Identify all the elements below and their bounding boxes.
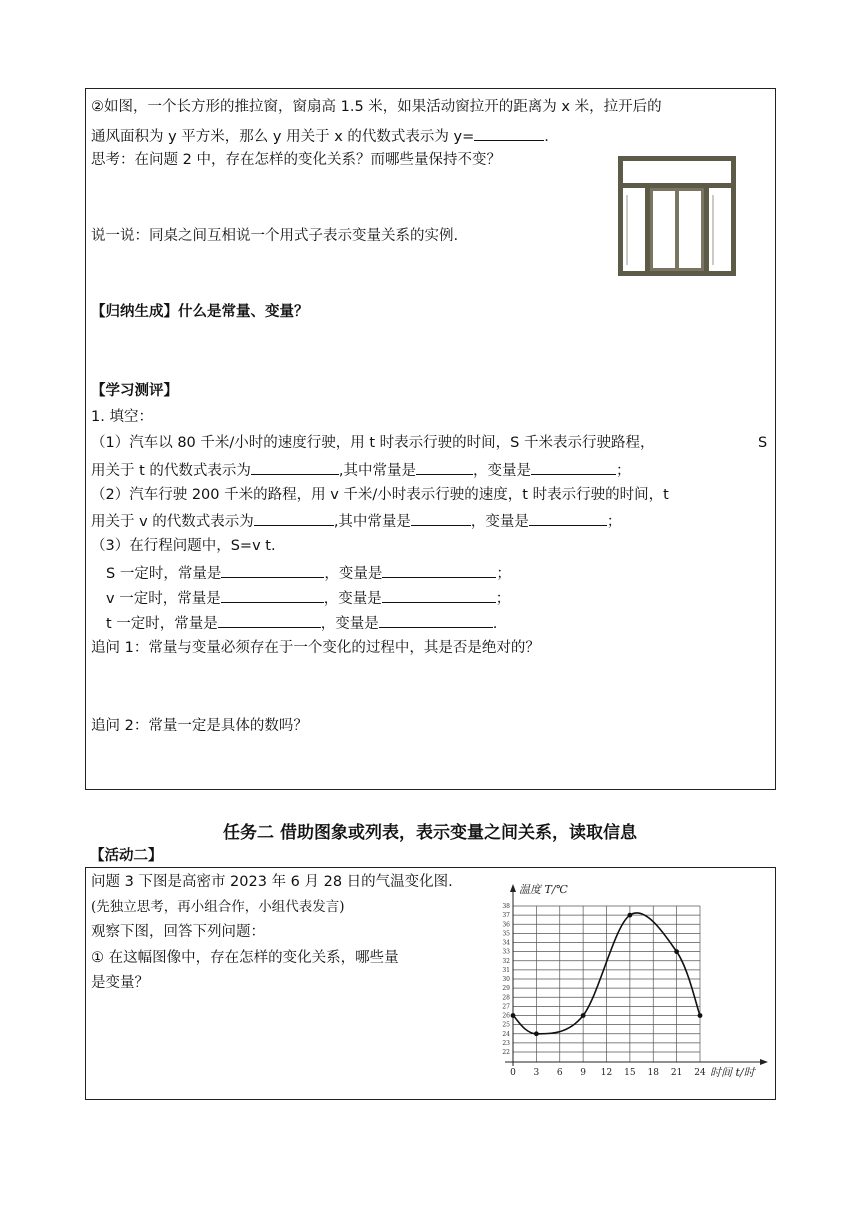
observe-line: 观察下图，回答下列问题： [91,924,265,940]
item-3-t-row [106,612,497,634]
answer-blank-3a[interactable] [221,562,324,578]
item-1-const-label: ,其中常量是 [338,463,417,479]
y-tick-label: 31 [502,966,510,974]
group-instruction: (先独立思考，再小组合作，小组代表发言) [91,899,345,915]
item-1-s-letter: S [758,435,768,451]
data-point [674,949,679,954]
y-tick-label: 29 [502,985,510,993]
x-tick-label: 21 [670,1068,683,1078]
item-2-line-1: （2）汽车行驶 200 千米的路程，用 v 千米/小时表示行驶的速度，t 时表示行驶的时间，t [91,487,669,503]
x-tick-label: 12 [600,1068,613,1078]
y-tick-label: 37 [502,912,510,920]
temperature-chart [492,880,772,1085]
y-tick-label: 35 [502,930,510,938]
question-2-line-1: ②如图，一个长方形的推拉窗，窗扇高 1.5 米，如果活动窗拉开的距离为 x 米，拉开后的 [91,99,662,115]
item-3-line: （3）在行程问题中，S=v t. [91,538,276,554]
t-fixed-label: t 一定时，常量是 [106,616,218,632]
summary-heading: 【归纳生成】什么是常量、变量？ [91,304,309,320]
y-tick-label: 36 [502,921,510,929]
task-2-title: 任务二 借助图象或列表，表示变量之间关系，读取信息 [223,823,637,843]
question-2-line-2 [91,125,549,147]
t-var-label: ，变量是 [320,616,379,632]
v-fixed-label: v 一定时，常量是 [106,591,221,607]
fill-blank-title: 1. 填空： [91,409,153,425]
answer-blank-1c[interactable] [531,459,616,475]
s-var-label: ，变量是 [324,566,383,582]
v-row-end: ； [495,591,511,607]
item-3-v-row [106,587,510,609]
answer-blank-2c[interactable] [529,510,607,526]
v-var-label: ，变量是 [323,591,382,607]
y-tick-label: 30 [502,976,510,983]
think-question: 思考：在问题 2 中，存在怎样的变化关系？而哪些量保持不变？ [91,152,501,168]
x-tick-label: 9 [580,1068,586,1078]
answer-blank-y[interactable] [474,125,544,141]
answer-blank-3f[interactable] [379,612,493,628]
item-1-line-1 [91,433,655,453]
y-tick-label: 33 [502,948,510,956]
answer-blank-3b[interactable] [382,562,496,578]
assessment-heading: 【学习测评】 [91,383,178,399]
x-tick-label: 24 [694,1068,706,1078]
follow-up-2: 追问 2：常量一定是具体的数吗？ [91,718,308,734]
y-tick-label: 23 [502,1039,510,1047]
x-tick-label: 3 [533,1068,540,1078]
data-point [511,1013,516,1018]
question-2-end: . [544,129,549,145]
item-1-end: ； [616,463,631,479]
x-tick-label: 15 [624,1068,636,1078]
data-point [534,1031,539,1036]
question-2-text: 通风面积为 y 平方米，那么 y 用关于 x 的代数式表示为 y= [91,129,475,145]
x-tick-label: 6 [556,1068,563,1078]
data-point [627,913,632,918]
y-tick-label: 32 [502,957,510,965]
y-axis-label: 温度 T/℃ [519,883,568,896]
item-1-var-label: ，变量是 [473,463,532,479]
y-tick-label: 38 [502,903,510,910]
data-point [698,1013,703,1018]
answer-blank-2a[interactable] [254,510,334,526]
answer-blank-1a[interactable] [251,459,339,475]
answer-blank-3d[interactable] [382,587,496,603]
answer-blank-2b[interactable] [411,510,471,526]
x-axis-label: 时间 t/时 [710,1066,755,1079]
s-row-end: ； [496,566,511,582]
item-2-const-label: ,其中常量是 [333,514,411,530]
data-point [581,1013,586,1018]
item-3-s-row [106,562,511,584]
item-2-var-label: ，变量是 [470,514,529,530]
discuss-line: 说一说：同桌之间互相说一个用式子表示变量关系的实例. [91,228,459,244]
question-3-sub-1-cont: 是变量？ [91,975,149,991]
item-1-line-2 [91,459,631,481]
y-tick-label: 24 [502,1030,510,1038]
y-tick-label: 34 [502,939,510,947]
activity-2-heading: 【活动二】 [90,848,163,864]
y-tick-label: 28 [502,994,510,1002]
x-tick-label: 0 [510,1068,516,1078]
y-tick-label: 22 [502,1049,510,1056]
item-1-expr-label: 用关于 t 的代数式表示为 [91,463,251,479]
follow-up-1: 追问 1：常量与变量必须存在于一个变化的过程中，其是否是绝对的？ [91,640,540,656]
item-2-line-2 [91,510,621,532]
sliding-window-image [617,155,737,277]
y-tick-label: 25 [502,1021,510,1029]
y-axis-arrow [510,884,516,892]
question-3-line: 问题 3 下图是高密市 2023 年 6 月 28 日的气温变化图. [91,874,453,890]
answer-blank-1b[interactable] [416,459,473,475]
answer-blank-3e[interactable] [218,612,321,628]
x-axis-arrow [760,1059,768,1065]
answer-blank-3c[interactable] [221,587,324,603]
x-tick-label: 18 [647,1068,659,1078]
y-tick-label: 27 [502,1003,510,1011]
y-tick-label: 26 [502,1012,510,1020]
question-3-sub-1: ① 在这幅图像中，存在怎样的变化关系，哪些量 [91,950,399,966]
item-2-expr-label: 用关于 v 的代数式表示为 [91,514,254,530]
item-2-end: ； [606,514,622,530]
item-1-text: （1）汽车以 80 千米/小时的速度行驶，用 t 时表示行驶的时间，S 千米表示行驶路程， [91,435,655,451]
t-row-end: . [492,616,498,632]
s-fixed-label: S 一定时，常量是 [106,566,222,582]
